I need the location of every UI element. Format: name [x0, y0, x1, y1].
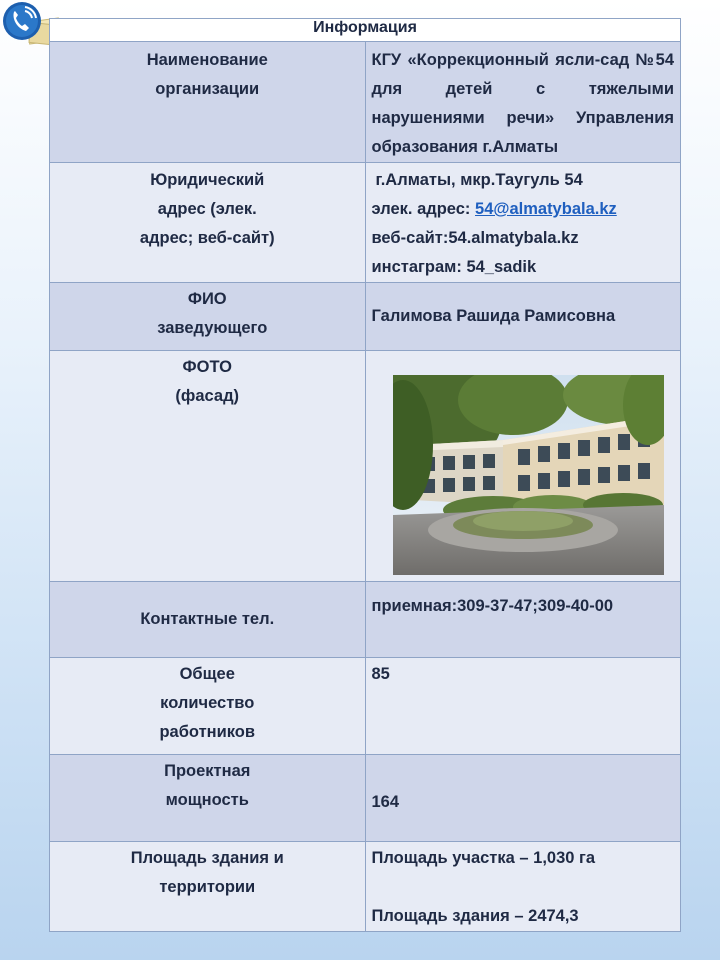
row-phone [50, 582, 681, 658]
phone-label: Контактные тел. [50, 582, 366, 658]
capacity-label-text: Проектная мощность [164, 762, 251, 809]
org-label-text: Наименование организации [146, 51, 268, 98]
building-facade-photo [393, 375, 664, 575]
info-table [49, 18, 681, 932]
capacity-label [50, 755, 366, 842]
director-label [50, 283, 366, 351]
org-label [50, 42, 366, 163]
director-value: Галимова Рашида Рамисовна [365, 283, 681, 351]
address-line: г.Алматы, мкр.Таугуль 54 [375, 171, 583, 189]
site-area: Площадь участка – 1,030 га [371, 849, 596, 867]
director-label-text: ФИО заведующего [157, 290, 268, 337]
row-director [50, 283, 681, 351]
phone-value: приемная:309-37-47;309-40-00 [365, 582, 681, 658]
staff-label-text: Общее количество работников [159, 665, 256, 741]
capacity-value: 164 [365, 755, 681, 842]
row-photo [50, 351, 681, 582]
org-value: КГУ «Коррекционный ясли-сад №54 для детей с тяжелыми нарушениями речи» Управления образования г.Алматы [365, 42, 681, 163]
instagram-line[interactable]: инстаграм: 54_sadik [371, 258, 537, 276]
table-header-row [50, 19, 681, 42]
email-line [372, 195, 675, 224]
email-link[interactable]: 54@almatybala.kz [475, 200, 617, 218]
row-staff [50, 658, 681, 755]
row-area [50, 842, 681, 932]
address-label-text: Юридический адрес (элек. адрес; веб-сайт) [139, 171, 275, 247]
photo-cell [365, 351, 681, 582]
table-title: Информация [50, 19, 681, 42]
photo-label-line2: (фасад) [175, 387, 240, 405]
email-prefix: элек. адрес: [371, 200, 476, 218]
photo-label-line1: ФОТО [182, 358, 232, 376]
address-label [50, 163, 366, 283]
area-label [50, 842, 366, 932]
area-label-text: Площадь здания и территории [130, 849, 284, 896]
website-line[interactable]: веб-сайт:54.almatybala.kz [371, 229, 579, 247]
row-capacity [50, 755, 681, 842]
staff-value: 85 [365, 658, 681, 755]
row-organization [50, 42, 681, 163]
photo-label [50, 351, 366, 582]
building-area: Площадь здания – 2474,3 [371, 907, 579, 925]
area-value [365, 842, 681, 932]
address-value [365, 163, 681, 283]
row-address [50, 163, 681, 283]
spacer [372, 873, 675, 902]
staff-label [50, 658, 366, 755]
